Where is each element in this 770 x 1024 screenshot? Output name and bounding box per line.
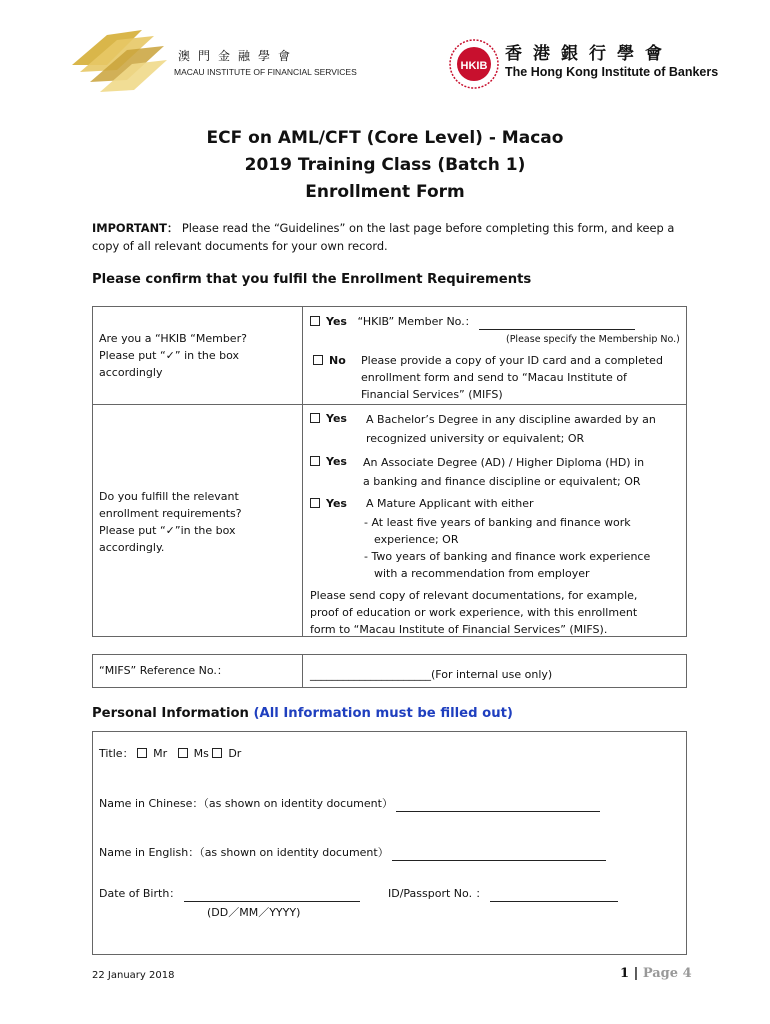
title-mr-checkbox[interactable] — [137, 748, 147, 758]
name-english-field[interactable] — [392, 860, 606, 861]
dob-field[interactable] — [184, 901, 360, 902]
dob-format: (DD／MM／YYYY) — [207, 906, 301, 919]
title-row: Title： Mr Ms Dr — [99, 747, 242, 760]
option-associate-text: An Associate Degree (AD) / Higher Diploma (HD) in a banking and finance discipline or equivalent; OR — [363, 456, 645, 488]
dob-row: Date of Birth： — [99, 885, 360, 902]
option-mature-details: - At least five years of banking and finance work experience; OR - Two years of banking and finance work experience with a recommendation from employer — [364, 516, 651, 580]
id-passport-row: ID/Passport No. ： — [388, 885, 618, 902]
bachelor-checkbox[interactable] — [310, 413, 320, 423]
name-chinese-field[interactable] — [396, 811, 600, 812]
title-ms-checkbox[interactable] — [178, 748, 188, 758]
hkib-logo-icon — [448, 38, 500, 90]
reference-field[interactable]: ______________________(For internal use only) — [310, 668, 553, 681]
hkib-english-name: The Hong Kong Institute of Bankers — [505, 65, 719, 79]
page-number: 1 | Page 4 — [620, 966, 692, 981]
personal-heading: Personal Information (All Information must be filled out) — [92, 706, 513, 721]
yes-member-checkbox[interactable] — [310, 316, 320, 326]
mifs-chinese-name: 澳門金融學會 — [178, 49, 299, 63]
important-note — [92, 219, 702, 255]
name-english-row: Name in English：（as shown on identity document） — [99, 844, 606, 861]
member-no-option: No — [313, 352, 346, 369]
requirements-heading: Please confirm that you fulfil the Enrollment Requirements — [92, 272, 532, 287]
id-passport-field[interactable] — [490, 901, 618, 902]
form-title-line3: Enrollment Form — [305, 182, 465, 202]
option-bachelor: Yes — [310, 410, 347, 427]
important-label: IMPORTANT： — [92, 221, 179, 235]
form-title-line2: 2019 Training Class (Batch 1) — [244, 155, 526, 175]
title-dr-checkbox[interactable] — [212, 748, 222, 758]
reference-label: “MIFS” Reference No.： — [99, 664, 228, 677]
mifs-english-name: MACAU INSTITUTE OF FINANCIAL SERVICES — [174, 67, 357, 77]
requirements-divider — [302, 306, 303, 637]
associate-checkbox[interactable] — [310, 456, 320, 466]
important-text: Please read the “Guidelines” on the last page before completing this form, and keep a copy of all relevant documents for your own record. — [92, 221, 675, 253]
reference-note: (For internal use only) — [431, 668, 553, 681]
hkib-mark: HKIB — [460, 60, 488, 72]
personal-heading-note: (All Information must be filled out) — [253, 706, 513, 721]
reference-divider — [302, 654, 303, 688]
option-associate: Yes — [310, 453, 347, 470]
member-yes-option: Yes “HKIB” Member No.： — [310, 313, 635, 330]
personal-info-box — [92, 731, 687, 955]
member-question: Are you a “HKIB “Member? Please put “✓” in the box accordingly — [99, 332, 247, 379]
option-mature-title: A Mature Applicant with either — [366, 497, 534, 510]
no-member-checkbox[interactable] — [313, 355, 323, 365]
footer-date: 22 January 2018 — [92, 970, 175, 981]
mature-checkbox[interactable] — [310, 498, 320, 508]
fulfil-question: Do you fulfill the relevant enrollment requirements? Please put “✓”in the box accordingly. — [99, 490, 242, 554]
hkib-chinese-name: 香港銀行學會 — [505, 44, 673, 64]
member-no-text: Please provide a copy of your ID card and a completed enrollment form and send to “Macau Institute of Financial Services” (MIFS) — [361, 354, 663, 401]
form-title-line1: ECF on AML/CFT (Core Level) - Macao — [206, 128, 564, 148]
member-number-hint: (Please specify the Membership No.) — [506, 334, 680, 345]
member-number-field[interactable] — [479, 329, 635, 330]
send-documents-note: Please send copy of relevant documentations, for example, proof of education or work experience, with this enrollment form to “Macau Institute of Financial Services” (MIFS). — [310, 589, 638, 636]
requirements-row-divider — [92, 404, 687, 405]
option-mature: Yes — [310, 495, 347, 512]
option-bachelor-text: A Bachelor’s Degree in any discipline awarded by an recognized university or equivalent; OR — [366, 413, 656, 445]
name-chinese-row: Name in Chinese：（as shown on identity document） — [99, 795, 600, 812]
mifs-logo-icon — [72, 30, 167, 100]
